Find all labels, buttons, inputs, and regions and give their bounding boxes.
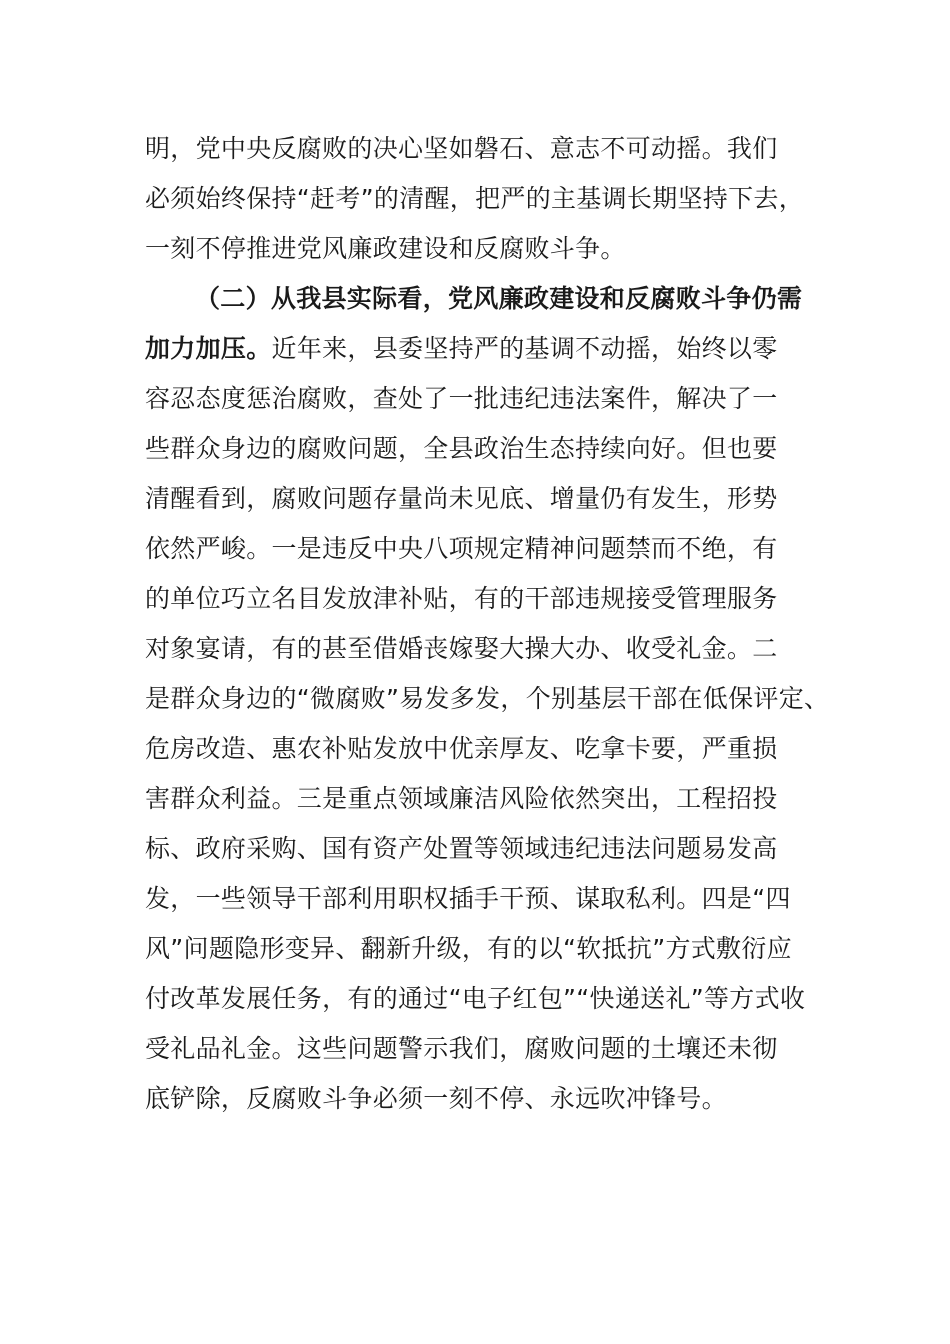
text-line: 害群众利益。三是重点领域廉洁风险依然突出，工程招投 — [145, 784, 778, 813]
text-line: 标、政府采购、国有资产处置等领域违纪违法问题易发高 — [145, 834, 778, 863]
text-line: 必须始终保持“赶考”的清醒，把严的主基调长期坚持下去， — [145, 184, 805, 213]
text-span: 近年来，县委坚持严的基调不动摇，始终以零 — [271, 334, 778, 363]
paragraph-2 — [145, 274, 845, 1124]
paragraph-1 — [145, 124, 845, 274]
body-text — [145, 124, 845, 1124]
text-line: 对象宴请，有的甚至借婚丧嫁娶大操大办、收受礼金。二 — [145, 634, 778, 663]
text-line: 些群众身边的腐败问题，全县政治生态持续向好。但也要 — [145, 434, 778, 463]
text-line: 底铲除，反腐败斗争必须一刻不停、永远吹冲锋号。 — [145, 1084, 727, 1113]
text-line: 发，一些领导干部利用职权插手干预、谋取私利。四是“四 — [145, 884, 791, 913]
text-line: 是群众身边的“微腐败”易发多发，个别基层干部在低保评定、 — [145, 684, 830, 713]
text-line: 清醒看到，腐败问题存量尚未见底、增量仍有发生，形势 — [145, 484, 778, 513]
text-line — [145, 324, 845, 374]
text-line: 一刻不停推进党风廉政建设和反腐败斗争。 — [145, 234, 626, 263]
text-line: 容忍态度惩治腐败，查处了一批违纪违法案件，解决了一 — [145, 384, 778, 413]
section-heading: （二）从我县实际看，党风廉政建设和反腐败斗争仍需 — [195, 284, 803, 313]
section-heading-continued: 加力加压。 — [145, 334, 272, 363]
text-line: 的单位巧立名目发放津补贴，有的干部违规接受管理服务 — [145, 584, 778, 613]
text-line: 风”问题隐形变异、翻新升级，有的以“软抵抗”方式敷衍应 — [145, 934, 792, 963]
text-line: 付改革发展任务，有的通过“电子红包”“快递送礼”等方式收 — [145, 984, 806, 1013]
text-line: 危房改造、惠农补贴发放中优亲厚友、吃拿卡要，严重损 — [145, 734, 778, 763]
text-line: 依然严峻。一是违反中央八项规定精神问题禁而不绝，有 — [145, 534, 778, 563]
text-line: 受礼品礼金。这些问题警示我们，腐败问题的土壤还未彻 — [145, 1034, 778, 1063]
text-line: 明，党中央反腐败的决心坚如磐石、意志不可动摇。我们 — [145, 134, 778, 163]
